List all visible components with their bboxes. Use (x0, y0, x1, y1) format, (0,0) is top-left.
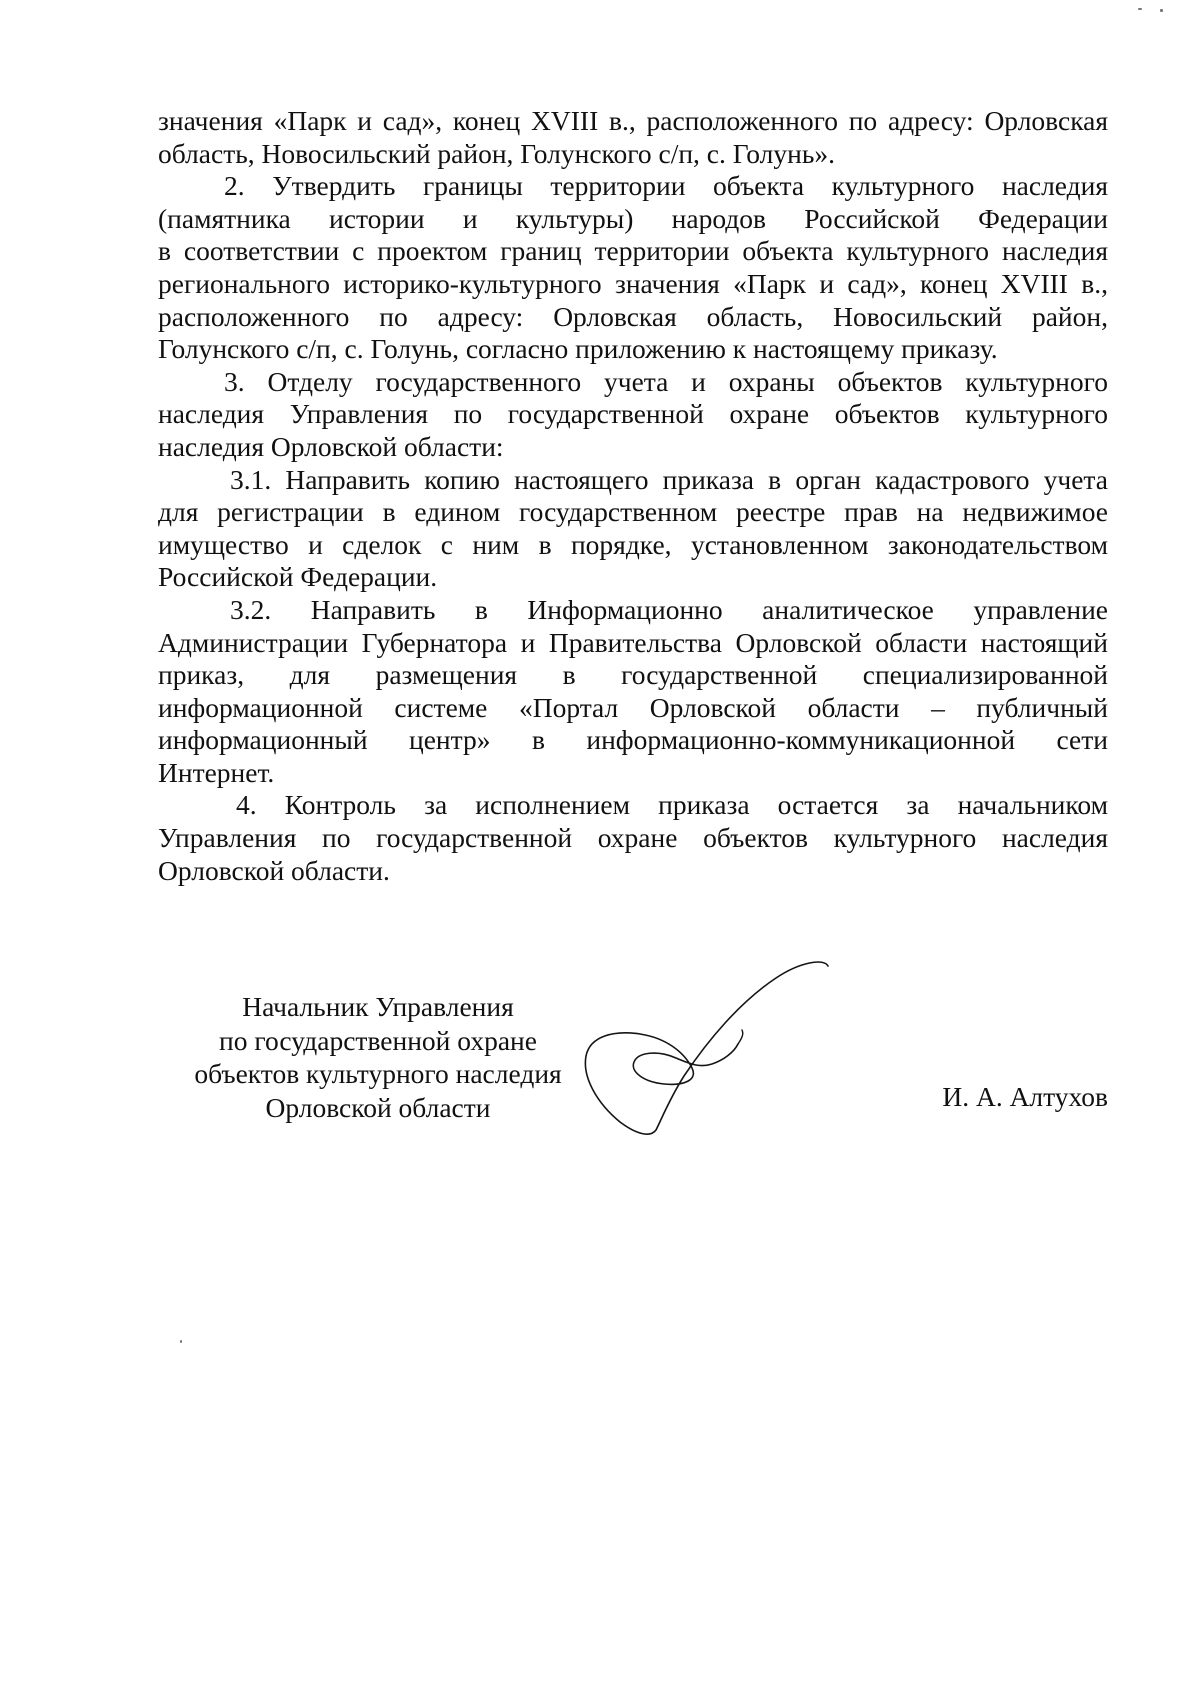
text-line: 4. Контроль за исполнением приказа остается за начальником (236, 789, 1108, 821)
text-line: 3.2. Направить в Информационно аналитическое управление (230, 593, 1108, 625)
text-line: значения «Парк и сад», конец XVIII в., расположенного по адресу: Орловская (158, 105, 1108, 136)
text-line: Администрации Губернатора и Правительства Орловской области настоящий (158, 626, 1108, 658)
text-line: расположенного по адресу: Орловская область, Новосильский район, (158, 300, 1108, 332)
text-line: область, Новосильский район, Голунского с/п, с. Голунь». (158, 137, 835, 169)
scan-speck (180, 1340, 182, 1343)
text-line: (памятника истории и культуры) народов Российской Федерации (158, 202, 1108, 234)
document-body (158, 105, 1108, 887)
position-line: по государственной охране (219, 1024, 537, 1056)
text-line: наследия Орловской области: (158, 430, 504, 462)
handwritten-signature (580, 960, 850, 1140)
text-line: приказ, для размещения в государственной специализированной (158, 659, 1108, 691)
scan-speck (1160, 9, 1163, 12)
position-line: объектов культурного наследия (194, 1058, 562, 1089)
text-line: 3.1. Направить копию настоящего приказа в орган кадастрового учета (230, 463, 1108, 495)
position-line: Орловской области (265, 1091, 491, 1123)
signatory-name: И. А. Алтухов (942, 1081, 1108, 1112)
text-line: информационной системе «Портал Орловской области – публичный (158, 691, 1108, 723)
text-line: Голунского с/п, с. Голунь, согласно приложению к настоящему приказу. (158, 333, 998, 365)
text-line: для регистрации в едином государственном реестре прав на недвижимое (158, 496, 1108, 528)
text-line: Орловской области. (158, 854, 390, 886)
text-line: Интернет. (158, 756, 275, 788)
text-line: регионального историко-культурного значения «Парк и сад», конец XVIII в., (158, 267, 1108, 299)
text-line: в соответствии с проектом границ территории объекта культурного наследия (158, 235, 1108, 267)
text-line: Управления по государственной охране объектов культурного наследия (158, 822, 1108, 854)
position-line: Начальник Управления (242, 991, 514, 1022)
scan-speck (1138, 8, 1142, 10)
text-line: 3. Отделу государственного учета и охраны объектов культурного (224, 365, 1108, 397)
text-line: наследия Управления по государственной охране объектов культурного (158, 398, 1108, 430)
text-line: информационный центр» в информационно-коммуникационной сети (158, 724, 1108, 756)
text-line: Российской Федерации. (158, 561, 438, 593)
signatory-position (178, 990, 578, 1124)
text-line: имущество и сделок с ним в порядке, установленном законодательством (158, 528, 1108, 560)
text-line: 2. Утвердить границы территории объекта культурного наследия (224, 170, 1108, 202)
